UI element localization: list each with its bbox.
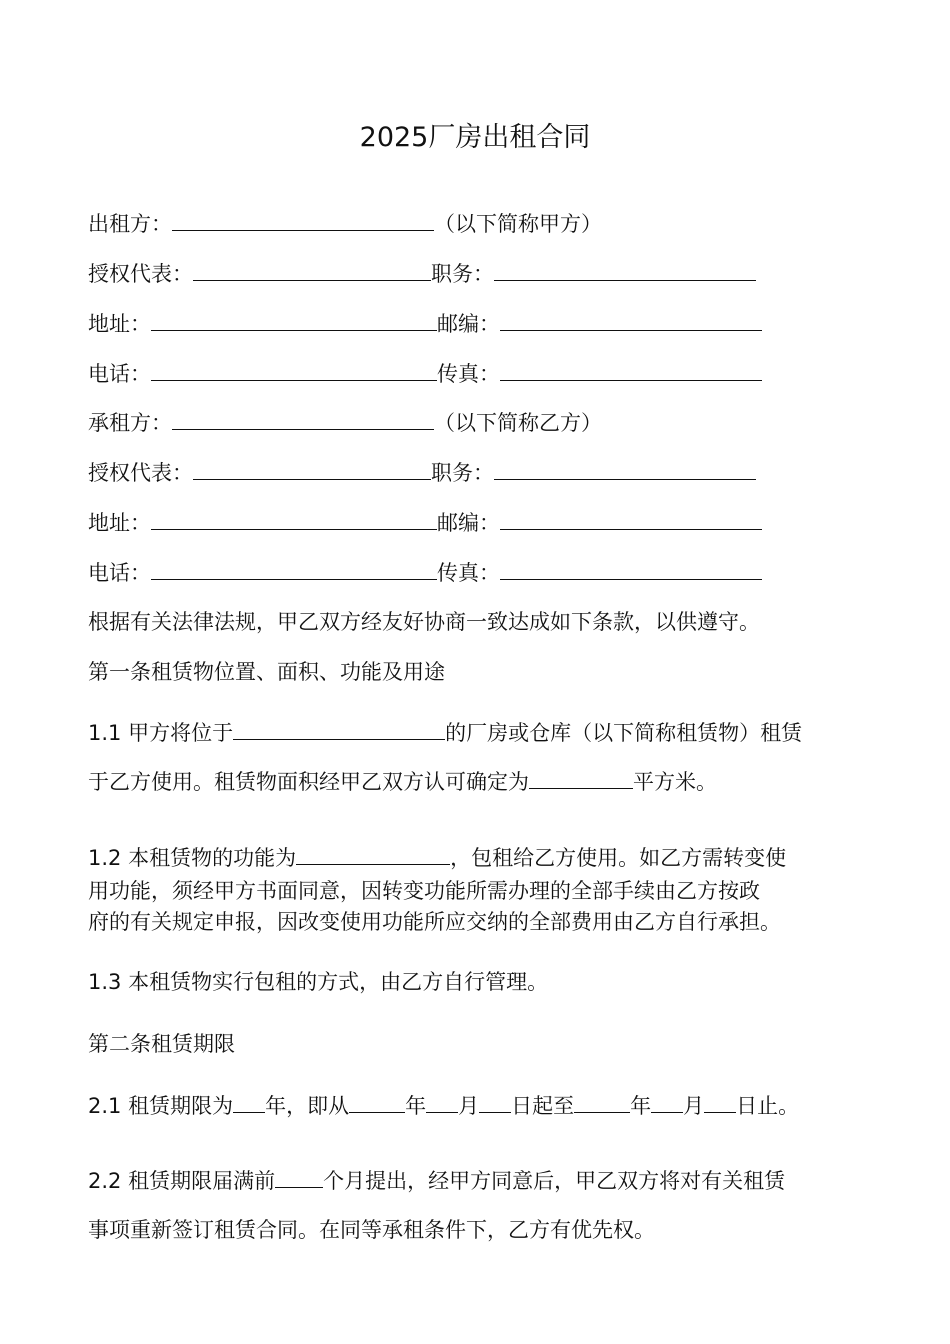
lessee-rep-blank[interactable] [193, 457, 431, 480]
lessee-suffix: （以下简称乙方） [434, 411, 602, 435]
lessee-label: 承租方： [88, 411, 172, 435]
clause-2-1-text-d: 月 [458, 1094, 480, 1118]
clause-2-2-line1 [88, 1165, 785, 1197]
lessee-postcode-label: 邮编： [437, 511, 500, 535]
lessor-rep-label: 授权代表： [88, 262, 193, 286]
clause-1-1-text-c: 于乙方使用。租赁物面积经甲乙双方认可确定为 [88, 770, 529, 794]
clause-1-1-text-d: 平方米。 [633, 770, 717, 794]
end-year-blank[interactable] [574, 1090, 630, 1113]
lessor-name-blank[interactable] [172, 208, 434, 231]
clause-1-2-line2: 用功能，须经甲方书面同意，因转变功能所需办理的全部手续由乙方按政 [88, 879, 760, 903]
clause-1-1-line2 [88, 766, 717, 798]
notice-months-blank[interactable] [275, 1165, 323, 1188]
contract-title: 2025厂房出租合同 [359, 122, 591, 153]
clause-2-1-text-b: 年，即从 [265, 1094, 350, 1118]
lessee-address-line [88, 507, 762, 539]
lessor-rep-blank[interactable] [193, 258, 431, 281]
clause-1-2-line1 [88, 842, 786, 874]
article2-heading: 第二条租赁期限 [88, 1032, 235, 1056]
clause-2-1-text-f: 年 [630, 1094, 652, 1118]
lessor-fax-blank[interactable] [500, 358, 762, 381]
lessor-suffix: （以下简称甲方） [434, 212, 602, 236]
start-day-blank[interactable] [479, 1090, 511, 1113]
clause-2-2-text-a: 2.2 租赁期限届满前 [88, 1169, 276, 1193]
clause-2-1-text-h: 日止。 [736, 1094, 800, 1118]
lessee-name-blank[interactable] [172, 407, 434, 430]
lessee-phone-line [88, 557, 762, 589]
clause-1-1-line1 [88, 717, 802, 749]
lessor-label: 出租方： [88, 212, 172, 236]
lessor-postcode-label: 邮编： [437, 312, 500, 336]
clause-1-3: 1.3 本租赁物实行包租的方式，由乙方自行管理。 [88, 970, 549, 994]
location-blank[interactable] [233, 717, 445, 740]
lessor-phone-blank[interactable] [151, 358, 437, 381]
lessor-rep-line [88, 258, 756, 290]
clause-1-2-text-a: 1.2 本租赁物的功能为 [88, 846, 297, 870]
lessee-position-blank[interactable] [494, 457, 756, 480]
clause-2-1 [88, 1090, 799, 1122]
area-blank[interactable] [529, 766, 633, 789]
lessor-position-blank[interactable] [494, 258, 756, 281]
lessee-phone-label: 电话： [88, 561, 151, 585]
intro-paragraph: 根据有关法律法规，甲乙双方经友好协商一致达成如下条款，以供遵守。 [88, 610, 760, 634]
lessor-address-label: 地址： [88, 312, 151, 336]
lessor-fax-label: 传真： [437, 362, 500, 386]
lessee-postcode-blank[interactable] [500, 507, 762, 530]
lessor-phone-line [88, 358, 762, 390]
article1-heading: 第一条租赁物位置、面积、功能及用途 [88, 660, 445, 684]
lessee-rep-line [88, 457, 756, 489]
lessee-address-label: 地址： [88, 511, 151, 535]
lessee-phone-blank[interactable] [151, 557, 437, 580]
start-year-blank[interactable] [349, 1090, 405, 1113]
clause-2-2-line2: 事项重新签订租赁合同。在同等承租条件下，乙方有优先权。 [88, 1218, 655, 1242]
function-blank[interactable] [296, 842, 450, 865]
lessee-fax-label: 传真： [437, 561, 500, 585]
lessor-address-blank[interactable] [151, 308, 437, 331]
lessor-phone-label: 电话： [88, 362, 151, 386]
clause-2-1-text-e: 日起至 [511, 1094, 575, 1118]
clause-1-1-text-b: 的厂房或仓库（以下简称租赁物）租赁 [445, 721, 803, 745]
lessee-line [88, 407, 602, 439]
lessee-fax-blank[interactable] [500, 557, 762, 580]
lessor-address-line [88, 308, 762, 340]
term-years-blank[interactable] [233, 1090, 265, 1113]
lessee-rep-label: 授权代表： [88, 461, 193, 485]
clause-1-1-text-a: 1.1 甲方将位于 [88, 721, 234, 745]
end-day-blank[interactable] [704, 1090, 736, 1113]
lessee-position-label: 职务： [431, 461, 494, 485]
start-month-blank[interactable] [426, 1090, 458, 1113]
end-month-blank[interactable] [651, 1090, 683, 1113]
clause-2-1-text-c: 年 [405, 1094, 427, 1118]
lessor-postcode-blank[interactable] [500, 308, 762, 331]
clause-2-1-text-a: 2.1 租赁期限为 [88, 1094, 234, 1118]
lessor-position-label: 职务： [431, 262, 494, 286]
clause-2-1-text-g: 月 [683, 1094, 705, 1118]
clause-1-2-line3: 府的有关规定申报，因改变使用功能所应交纳的全部费用由乙方自行承担。 [88, 910, 781, 934]
lessee-address-blank[interactable] [151, 507, 437, 530]
lessor-line [88, 208, 602, 240]
clause-2-2-text-b: 个月提出，经甲方同意后，甲乙双方将对有关租赁 [323, 1169, 786, 1193]
clause-1-2-text-b: ，包租给乙方使用。如乙方需转变使 [450, 846, 787, 870]
